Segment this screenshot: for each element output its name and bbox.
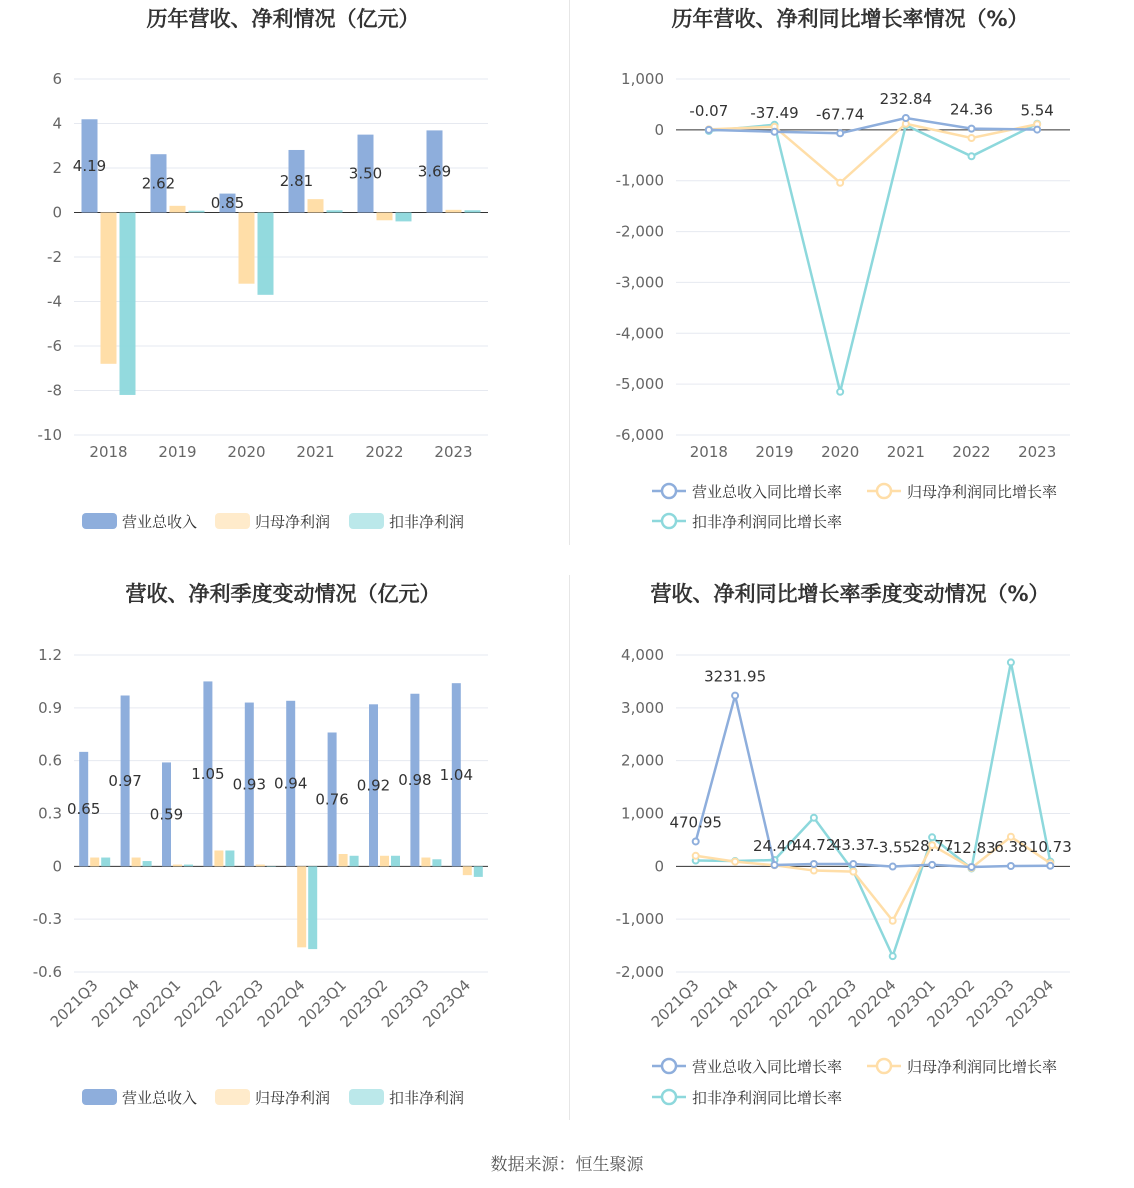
- x-tick-label: 2020: [227, 443, 266, 461]
- y-tick-label: 2: [52, 159, 62, 177]
- y-tick-label: 6: [52, 70, 62, 88]
- y-tick-label: -4: [47, 292, 62, 311]
- y-tick-label: -2,000: [615, 222, 664, 241]
- data-label: -37.49: [750, 103, 799, 122]
- series-point: [969, 126, 975, 132]
- bar: [239, 213, 255, 284]
- legend-label: 扣非净利润: [389, 513, 465, 531]
- data-label: 4.19: [72, 156, 107, 175]
- y-tick-label: 4: [52, 114, 62, 133]
- legend-swatch: [82, 1089, 117, 1105]
- data-label: 5.54: [1020, 101, 1054, 120]
- y-tick-label: 4,000: [621, 646, 664, 664]
- y-tick-label: 2,000: [621, 751, 664, 770]
- legend-marker: [662, 484, 676, 498]
- y-tick-label: 0: [52, 857, 62, 876]
- series-point: [890, 953, 896, 959]
- data-label: -67.74: [815, 105, 865, 124]
- y-tick-label: 0.9: [38, 698, 62, 717]
- annual-line-chart: [567, 0, 1134, 575]
- bar: [377, 213, 393, 221]
- x-tick-label: 2022Q3: [212, 976, 268, 1031]
- data-label: 0.98: [398, 771, 432, 790]
- bar: [297, 866, 306, 947]
- y-tick-label: 3,000: [621, 698, 664, 717]
- legend-swatch: [349, 1089, 384, 1105]
- legend-swatch: [215, 513, 250, 529]
- legend-label: 营业总收入: [122, 513, 198, 531]
- bar: [432, 859, 441, 866]
- y-tick-label: -5,000: [615, 375, 664, 394]
- y-tick-label: -6: [47, 337, 62, 355]
- x-tick-label: 2021Q4: [88, 976, 143, 1031]
- legend-label: 归母净利润: [255, 513, 331, 531]
- bar: [327, 210, 343, 212]
- x-tick-label: 2023Q1: [295, 976, 350, 1031]
- bar: [380, 856, 389, 867]
- y-tick-label: 0.3: [38, 804, 62, 823]
- x-tick-label: 2022Q2: [765, 976, 821, 1031]
- y-tick-label: 0.6: [38, 751, 62, 770]
- series-point: [969, 864, 975, 870]
- bar: [258, 213, 274, 295]
- quarterly-bar-chart-svg: [0, 575, 567, 1150]
- x-tick-label: 2019: [755, 443, 794, 461]
- data-label: 0.59: [149, 805, 184, 824]
- series-point: [837, 389, 843, 395]
- legend-marker: [662, 1059, 676, 1073]
- quarterly-bar-chart: [0, 575, 567, 1150]
- x-tick-label: 2022Q2: [170, 976, 226, 1031]
- x-tick-label: 2021Q4: [687, 976, 742, 1031]
- data-label: 2.62: [141, 174, 176, 193]
- bar: [391, 856, 400, 867]
- bar: [225, 850, 234, 866]
- legend-swatch: [215, 1089, 250, 1105]
- x-tick-label: 2019: [158, 443, 197, 461]
- data-label: 28.77: [910, 836, 954, 855]
- series-point: [1034, 127, 1040, 133]
- x-tick-label: 2022Q4: [253, 976, 309, 1031]
- x-tick-label: 2022: [365, 443, 404, 461]
- bar: [350, 856, 359, 867]
- y-tick-label: 1.2: [38, 646, 62, 664]
- series-point: [693, 838, 699, 844]
- x-tick-label: 2018: [89, 443, 128, 461]
- series-point: [890, 918, 896, 924]
- x-tick-label: 2023Q2: [336, 976, 392, 1031]
- data-label: 0.85: [210, 194, 245, 213]
- x-tick-label: 2023: [1018, 443, 1057, 461]
- legend-label: 归母净利润同比增长率: [907, 483, 1058, 501]
- series-point: [811, 815, 817, 821]
- bar: [189, 211, 205, 213]
- data-label: 0.93: [232, 775, 267, 794]
- data-label: 1.05: [191, 764, 225, 783]
- data-label: 6.38: [994, 837, 1028, 856]
- series-point: [890, 864, 896, 870]
- x-tick-label: 2023Q3: [962, 976, 1018, 1031]
- bar: [446, 210, 462, 213]
- legend-label: 营业总收入同比增长率: [692, 1058, 843, 1076]
- x-tick-label: 2022Q4: [844, 976, 900, 1031]
- series-point: [1008, 863, 1014, 869]
- x-tick-label: 2023Q4: [419, 976, 475, 1031]
- series-point: [732, 859, 738, 865]
- data-label: 0.65: [66, 800, 101, 819]
- source-note: 数据来源：恒生聚源: [490, 1155, 644, 1175]
- legend-label: 归母净利润同比增长率: [907, 1058, 1058, 1076]
- y-tick-label: 0: [52, 203, 62, 222]
- series-point: [772, 129, 778, 135]
- legend-label: 扣非净利润同比增长率: [692, 513, 843, 531]
- quarterly-line-chart-svg: [567, 575, 1134, 1150]
- series-line: [696, 662, 1051, 956]
- x-tick-label: 2021: [296, 443, 335, 461]
- divider-top: [569, 0, 570, 545]
- y-tick-label: 0: [654, 120, 664, 139]
- legend-label: 归母净利润: [255, 1089, 331, 1107]
- series-point: [837, 180, 843, 186]
- y-tick-label: 1,000: [621, 70, 664, 88]
- annual-bar-chart: [0, 0, 567, 575]
- x-tick-label: 2018: [689, 443, 728, 461]
- x-tick-label: 2022Q3: [805, 976, 861, 1031]
- data-label: 2.81: [279, 172, 314, 191]
- legend-label: 扣非净利润同比增长率: [692, 1089, 843, 1107]
- y-tick-label: -10: [37, 426, 62, 444]
- bar: [308, 199, 324, 212]
- series-line: [709, 124, 1037, 392]
- chart-title: 营收、净利同比增长率季度变动情况（%）: [650, 582, 1050, 606]
- bar: [101, 858, 110, 867]
- bar: [90, 858, 99, 867]
- y-tick-label: -6,000: [615, 426, 664, 444]
- series-point: [693, 853, 699, 859]
- series-point: [811, 861, 817, 867]
- series-point: [929, 862, 935, 868]
- x-tick-label: 2023Q2: [923, 976, 979, 1031]
- series-point: [811, 868, 817, 874]
- data-label: -3.55: [873, 838, 913, 857]
- bar: [463, 866, 472, 875]
- divider-bottom: [569, 575, 570, 1120]
- x-tick-label: 2023Q4: [1002, 976, 1058, 1031]
- y-tick-label: -1,000: [615, 910, 664, 929]
- series-point: [706, 127, 712, 133]
- y-tick-label: -8: [47, 381, 62, 400]
- data-label: 3.69: [417, 162, 452, 181]
- bar: [184, 865, 193, 867]
- legend-swatch: [82, 513, 117, 529]
- x-tick-label: 2023Q3: [377, 976, 433, 1031]
- bar: [421, 858, 430, 867]
- data-label: 24.36: [950, 100, 993, 119]
- x-tick-label: 2022: [952, 443, 991, 461]
- data-label: -12.83: [947, 839, 996, 858]
- chart-title: 营收、净利季度变动情况（亿元）: [125, 582, 441, 606]
- y-tick-label: -1,000: [615, 171, 664, 190]
- series-point: [850, 869, 856, 875]
- data-label: 3.50: [348, 164, 383, 183]
- series-point: [969, 153, 975, 159]
- legend-marker: [662, 514, 676, 528]
- data-label: 0.76: [315, 790, 349, 809]
- data-label: -0.07: [689, 101, 729, 120]
- bar: [339, 854, 348, 866]
- series-point: [903, 115, 909, 121]
- bar: [214, 850, 223, 866]
- bar: [465, 210, 481, 212]
- legend-marker: [877, 1059, 891, 1073]
- data-label: 232.84: [879, 90, 933, 109]
- series-point: [1047, 863, 1053, 869]
- series-point: [969, 135, 975, 141]
- y-tick-label: -3,000: [615, 273, 664, 292]
- bar: [308, 866, 317, 949]
- chart-title: 历年营收、净利情况（亿元）: [146, 7, 420, 31]
- data-label: 0.92: [356, 776, 391, 795]
- bar: [101, 213, 117, 364]
- data-label: 470.95: [669, 813, 722, 832]
- y-tick-label: -0.3: [32, 910, 62, 929]
- legend-label: 扣非净利润: [389, 1089, 465, 1107]
- bar: [256, 865, 265, 867]
- data-label: 3231.95: [704, 667, 767, 686]
- y-tick-label: -2: [47, 248, 62, 266]
- bar: [170, 206, 186, 213]
- bar: [396, 213, 412, 222]
- y-tick-label: -0.6: [32, 963, 62, 981]
- data-label: 43.37: [831, 836, 875, 855]
- annual-bar-chart-svg: [0, 0, 567, 575]
- legend-marker: [662, 1090, 676, 1104]
- bar: [143, 861, 152, 866]
- x-tick-label: 2021: [886, 443, 925, 461]
- data-label: 44.72: [792, 835, 836, 854]
- x-tick-label: 2023Q1: [884, 976, 939, 1031]
- legend-label: 营业总收入同比增长率: [692, 483, 843, 501]
- chart-title: 历年营收、净利同比增长率情况（%）: [671, 7, 1029, 31]
- data-label: 0.97: [108, 771, 142, 790]
- series-point: [732, 693, 738, 699]
- x-tick-label: 2023: [434, 443, 473, 461]
- x-tick-label: 2021Q3: [46, 976, 102, 1031]
- series-point: [850, 861, 856, 867]
- annual-line-chart-svg: [567, 0, 1134, 575]
- series-point: [837, 130, 843, 136]
- bar: [474, 866, 483, 877]
- x-tick-label: 2022Q1: [726, 976, 782, 1031]
- series-point: [1008, 659, 1014, 665]
- y-tick-label: -4,000: [615, 324, 664, 343]
- legend-label: 营业总收入: [122, 1089, 198, 1107]
- series-line: [709, 124, 1037, 183]
- bar: [267, 866, 276, 867]
- y-tick-label: -2,000: [615, 963, 664, 981]
- data-label: 1.04: [439, 765, 474, 784]
- series-point: [772, 862, 778, 868]
- bar: [132, 858, 141, 867]
- bar: [120, 213, 136, 395]
- data-label: 24.40: [753, 837, 796, 856]
- data-label: 0.94: [273, 774, 308, 793]
- legend-swatch: [349, 513, 384, 529]
- y-tick-label: 0: [654, 857, 664, 876]
- x-tick-label: 2021Q3: [647, 976, 703, 1031]
- bar: [173, 865, 182, 867]
- y-tick-label: 1,000: [621, 804, 664, 823]
- x-tick-label: 2020: [821, 443, 860, 461]
- data-label: 10.73: [1028, 837, 1072, 856]
- x-tick-label: 2022Q1: [129, 976, 185, 1031]
- quarterly-line-chart: [567, 575, 1134, 1150]
- legend-marker: [877, 484, 891, 498]
